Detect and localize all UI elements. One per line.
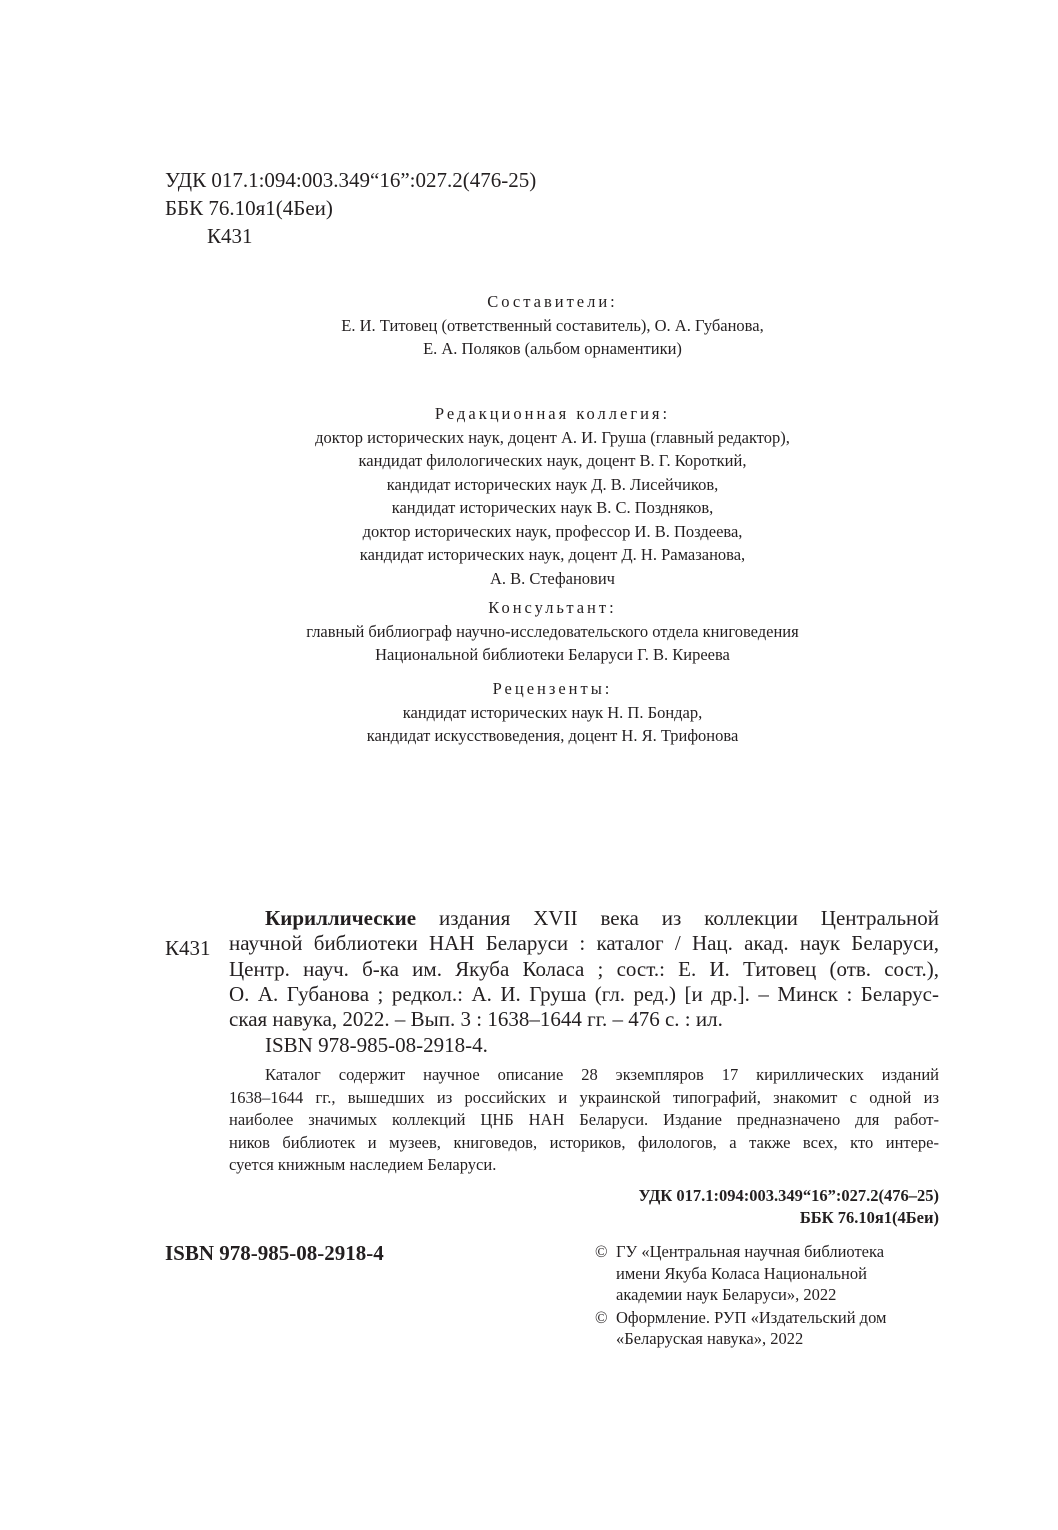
editorial-board-line: доктор исторических наук, доцент А. И. Груша (главный редактор), <box>315 427 790 447</box>
annotation-line: наиболее значимых коллекций ЦНБ НАН Беларуси. Издание предназначено для работ- <box>229 1110 939 1129</box>
record-line <box>229 906 939 931</box>
copyright-line: Оформление. РУП «Издательский дом <box>616 1307 887 1327</box>
classification-footer <box>639 1185 939 1228</box>
annotation-line: ников библиотек и музеев, книговедов, историков, филологов, а также всех, кто интере- <box>229 1132 939 1152</box>
record-line: ская навука, 2022. – Вып. 3 : 1638–1644 гг. – 476 с. : ил. <box>229 1007 723 1032</box>
compilers-line: Е. И. Титовец (ответственный составитель), О. А. Губанова, <box>341 315 764 335</box>
copyright-icon: © <box>595 1307 608 1327</box>
annotation-line: Каталог содержит научное описание 28 экземпляров 17 кириллических изданий <box>265 1065 939 1084</box>
record-author-mark: К431 <box>165 936 211 960</box>
copyright-line: академии наук Беларуси», 2022 <box>616 1285 837 1304</box>
editorial-board-section <box>215 402 890 590</box>
record-title-bold: Кириллические <box>265 906 417 930</box>
editorial-board-line: кандидат филологических наук, доцент В. Г. Короткий, <box>358 451 747 470</box>
record-line: О. А. Губанова ; редкол.: А. И. Груша (гл. ред.) [и др.]. – Минск : Беларус- <box>229 981 939 1006</box>
record-line: научной библиотеки НАН Беларуси : каталог / Нац. акад. наук Беларуси, <box>229 931 939 956</box>
consultant-heading: Консультант: <box>488 598 617 617</box>
copyright-text <box>616 1307 886 1350</box>
annotation-line: 1638–1644 гг., вышедших из российских и украинской типографий, знакомит с одной из <box>229 1087 939 1107</box>
copyright-block <box>595 1241 945 1351</box>
consultant-section <box>215 596 890 667</box>
editorial-board-heading: Редакционная коллегия: <box>434 404 671 423</box>
record-title-rest: издания XVII века из коллекции Центральной <box>416 906 939 930</box>
bbk-code-bottom: ББК 76.10я1(4Беи) <box>799 1207 939 1227</box>
editorial-board-line: доктор исторических наук, профессор И. В. Поздеева, <box>362 521 743 541</box>
consultant-line: Национальной библиотеки Беларуси Г. В. Киреева <box>375 645 730 664</box>
compilers-line: Е. А. Поляков (альбом орнаментики) <box>423 339 682 358</box>
copyright-line: «Беларуская навука», 2022 <box>616 1329 804 1348</box>
editorial-board-line: кандидат исторических наук, доцент Д. Н. Рамазанова, <box>359 545 746 564</box>
compilers-section <box>215 290 890 361</box>
reviewers-line: кандидат исторических наук Н. П. Бондар, <box>402 702 703 722</box>
compilers-heading: Составители: <box>487 292 618 311</box>
bbk-code: ББК 76.10я1(4Беи) <box>165 196 333 220</box>
copyright-icon: © <box>595 1242 608 1261</box>
reviewers-section <box>215 677 890 748</box>
author-mark: К431 <box>207 224 253 248</box>
copyright-line: ГУ «Центральная научная библиотека <box>616 1242 885 1261</box>
copyright-text <box>616 1241 884 1306</box>
reviewers-heading: Рецензенты: <box>492 679 613 698</box>
annotation-line: суется книжным наследием Беларуси. <box>229 1155 497 1174</box>
bibliographic-record <box>229 906 939 1032</box>
udk-code: УДК 017.1:094:003.349“16”:027.2(476-25) <box>165 168 537 192</box>
isbn-main: ISBN 978-985-08-2918-4 <box>165 1241 384 1265</box>
editorial-board-line: А. В. Стефанович <box>490 568 615 588</box>
consultant-line: главный библиограф научно-исследовательского отдела книговедения <box>306 621 799 641</box>
udk-code-bottom: УДК 017.1:094:003.349“16”:027.2(476–25) <box>638 1186 939 1205</box>
editorial-board-line: кандидат исторических наук Д. В. Лисейчиков, <box>386 474 719 494</box>
annotation <box>229 1064 939 1177</box>
record-line: Центр. науч. б-ка им. Якуба Коласа ; сост.: Е. И. Титовец (отв. сост.), <box>229 956 939 981</box>
copyright-item <box>595 1241 945 1306</box>
editorial-board-line: кандидат исторических наук В. С. Поздняков, <box>391 498 714 517</box>
copyright-line: имени Якуба Коласа Национальной <box>616 1263 867 1283</box>
reviewers-line: кандидат искусствоведения, доцент Н. Я. Трифонова <box>366 726 739 745</box>
copyright-item <box>595 1307 945 1350</box>
classification-header <box>165 166 536 250</box>
record-isbn: ISBN 978-985-08-2918-4. <box>265 1033 488 1057</box>
